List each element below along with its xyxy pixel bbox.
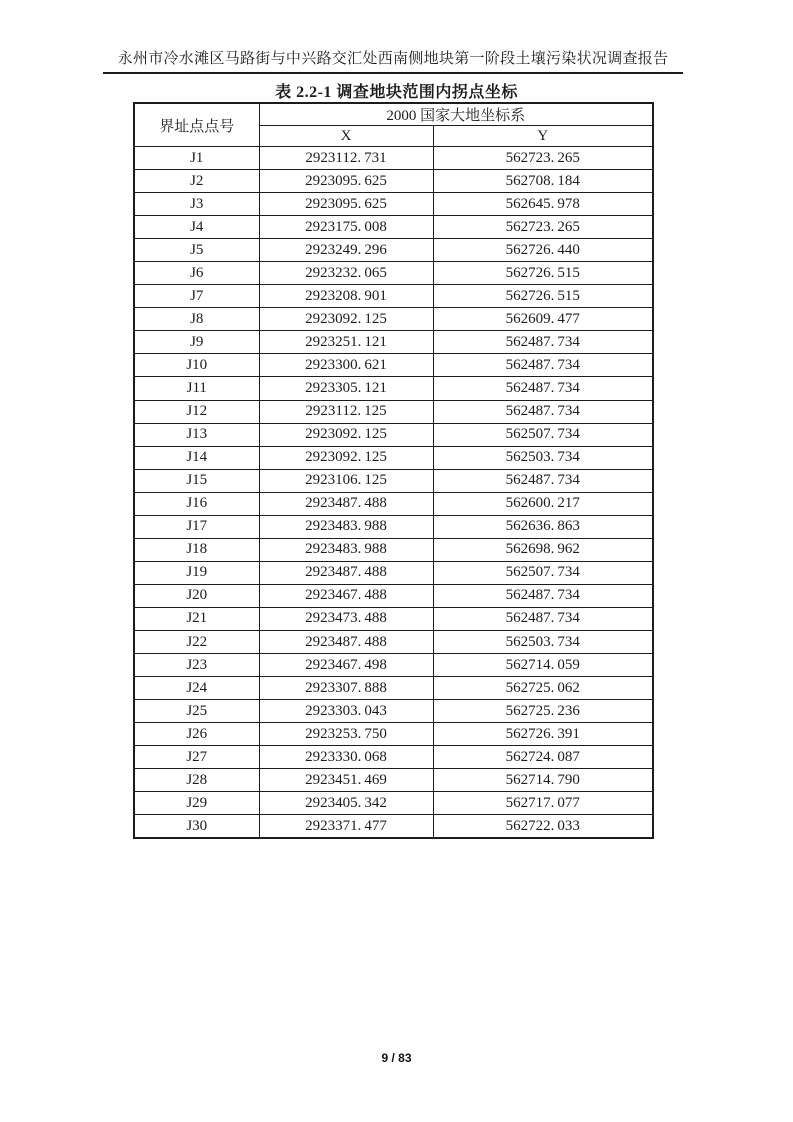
table-row bbox=[134, 700, 653, 723]
x-coordinate-cell: 2923487. 488 bbox=[259, 492, 433, 515]
coordinate-system-header: 2000 国家大地坐标系 bbox=[259, 103, 653, 126]
x-coordinate-cell: 2923467. 488 bbox=[259, 584, 433, 607]
y-coordinate-cell: 562487. 734 bbox=[433, 331, 653, 354]
x-coordinate-cell: 2923467. 498 bbox=[259, 654, 433, 677]
table-row bbox=[134, 377, 653, 400]
table-row bbox=[134, 769, 653, 792]
point-id-cell: J9 bbox=[134, 331, 259, 354]
point-id-cell: J28 bbox=[134, 769, 259, 792]
y-coordinate-cell: 562717. 077 bbox=[433, 792, 653, 815]
page-number: 9 / 83 bbox=[381, 1051, 412, 1065]
point-id-cell: J25 bbox=[134, 700, 259, 723]
table-row bbox=[134, 446, 653, 469]
y-coordinate-cell: 562723. 265 bbox=[433, 147, 653, 170]
point-id-cell: J24 bbox=[134, 677, 259, 700]
x-coordinate-cell: 2923307. 888 bbox=[259, 677, 433, 700]
point-id-cell: J10 bbox=[134, 354, 259, 377]
x-coordinate-cell: 2923300. 621 bbox=[259, 354, 433, 377]
point-id-cell: J19 bbox=[134, 561, 259, 584]
y-coordinate-cell: 562724. 087 bbox=[433, 746, 653, 769]
table-row bbox=[134, 193, 653, 216]
x-coordinate-cell: 2923208. 901 bbox=[259, 285, 433, 308]
x-coordinate-cell: 2923483. 988 bbox=[259, 538, 433, 561]
table-row bbox=[134, 170, 653, 193]
point-id-cell: J15 bbox=[134, 469, 259, 492]
table-row bbox=[134, 815, 653, 839]
x-coordinate-cell: 2923106. 125 bbox=[259, 469, 433, 492]
y-coordinate-cell: 562722. 033 bbox=[433, 815, 653, 839]
y-coordinate-cell: 562487. 734 bbox=[433, 584, 653, 607]
point-id-cell: J11 bbox=[134, 377, 259, 400]
y-coordinate-cell: 562726. 391 bbox=[433, 723, 653, 746]
x-coordinate-cell: 2923095. 625 bbox=[259, 193, 433, 216]
table-row bbox=[134, 515, 653, 538]
y-coordinate-cell: 562503. 734 bbox=[433, 630, 653, 653]
point-id-cell: J16 bbox=[134, 492, 259, 515]
x-coordinate-cell: 2923092. 125 bbox=[259, 446, 433, 469]
x-coordinate-cell: 2923175. 008 bbox=[259, 216, 433, 239]
point-id-cell: J1 bbox=[134, 147, 259, 170]
x-coordinate-cell: 2923487. 488 bbox=[259, 561, 433, 584]
coordinate-table bbox=[133, 102, 654, 839]
point-id-cell: J6 bbox=[134, 262, 259, 285]
x-coordinate-cell: 2923371. 477 bbox=[259, 815, 433, 839]
x-coordinate-cell: 2923330. 068 bbox=[259, 746, 433, 769]
point-id-cell: J26 bbox=[134, 723, 259, 746]
point-id-cell: J27 bbox=[134, 746, 259, 769]
coordinate-table-body bbox=[134, 147, 653, 839]
coordinate-table-header bbox=[134, 103, 653, 147]
point-id-cell: J13 bbox=[134, 423, 259, 446]
table-row bbox=[134, 216, 653, 239]
y-coordinate-cell: 562726. 440 bbox=[433, 239, 653, 262]
y-coordinate-cell: 562645. 978 bbox=[433, 193, 653, 216]
table-row bbox=[134, 285, 653, 308]
table-row bbox=[134, 423, 653, 446]
y-coordinate-cell: 562714. 059 bbox=[433, 654, 653, 677]
x-coordinate-cell: 2923249. 296 bbox=[259, 239, 433, 262]
point-id-cell: J7 bbox=[134, 285, 259, 308]
table-row bbox=[134, 792, 653, 815]
y-coordinate-cell: 562726. 515 bbox=[433, 285, 653, 308]
y-coordinate-cell: 562487. 734 bbox=[433, 377, 653, 400]
x-coordinate-cell: 2923095. 625 bbox=[259, 170, 433, 193]
x-coordinate-cell: 2923251. 121 bbox=[259, 331, 433, 354]
x-coordinate-cell: 2923092. 125 bbox=[259, 423, 433, 446]
point-id-cell: J8 bbox=[134, 308, 259, 331]
point-id-cell: J4 bbox=[134, 216, 259, 239]
y-coordinate-cell: 562714. 790 bbox=[433, 769, 653, 792]
point-id-cell: J20 bbox=[134, 584, 259, 607]
y-coordinate-cell: 562487. 734 bbox=[433, 607, 653, 630]
point-id-cell: J14 bbox=[134, 446, 259, 469]
table-row bbox=[134, 354, 653, 377]
table-row bbox=[134, 654, 653, 677]
y-coordinate-cell: 562708. 184 bbox=[433, 170, 653, 193]
x-coordinate-cell: 2923451. 469 bbox=[259, 769, 433, 792]
x-coordinate-cell: 2923473. 488 bbox=[259, 607, 433, 630]
y-coordinate-cell: 562725. 236 bbox=[433, 700, 653, 723]
table-row bbox=[134, 630, 653, 653]
table-row bbox=[134, 723, 653, 746]
x-coordinate-cell: 2923253. 750 bbox=[259, 723, 433, 746]
point-id-cell: J5 bbox=[134, 239, 259, 262]
x-coordinate-cell: 2923405. 342 bbox=[259, 792, 433, 815]
x-coordinate-cell: 2923112. 125 bbox=[259, 400, 433, 423]
point-id-cell: J3 bbox=[134, 193, 259, 216]
y-coordinate-cell: 562503. 734 bbox=[433, 446, 653, 469]
x-coordinate-cell: 2923232. 065 bbox=[259, 262, 433, 285]
table-row bbox=[134, 147, 653, 170]
point-id-cell: J23 bbox=[134, 654, 259, 677]
table-row bbox=[134, 677, 653, 700]
y-coordinate-cell: 562609. 477 bbox=[433, 308, 653, 331]
table-row bbox=[134, 746, 653, 769]
x-coordinate-cell: 2923112. 731 bbox=[259, 147, 433, 170]
point-id-cell: J30 bbox=[134, 815, 259, 839]
table-row bbox=[134, 561, 653, 584]
table-row bbox=[134, 331, 653, 354]
table-row bbox=[134, 262, 653, 285]
y-coordinate-cell: 562507. 734 bbox=[433, 423, 653, 446]
point-id-cell: J2 bbox=[134, 170, 259, 193]
y-coordinate-cell: 562725. 062 bbox=[433, 677, 653, 700]
x-coordinate-cell: 2923092. 125 bbox=[259, 308, 433, 331]
y-coordinate-cell: 562507. 734 bbox=[433, 561, 653, 584]
point-id-cell: J17 bbox=[134, 515, 259, 538]
y-coordinate-cell: 562487. 734 bbox=[433, 400, 653, 423]
x-coordinate-cell: 2923305. 121 bbox=[259, 377, 433, 400]
document-header-title: 永州市冷水滩区马路街与中兴路交汇处西南侧地块第一阶段土壤污染状况调查报告 bbox=[103, 50, 683, 74]
point-id-column-header: 界址点点号 bbox=[134, 103, 259, 147]
table-row bbox=[134, 308, 653, 331]
table-row bbox=[134, 538, 653, 561]
x-coordinate-cell: 2923483. 988 bbox=[259, 515, 433, 538]
y-coordinate-cell: 562698. 962 bbox=[433, 538, 653, 561]
table-row bbox=[134, 239, 653, 262]
point-id-cell: J12 bbox=[134, 400, 259, 423]
table-caption: 表 2.2-1 调查地块范围内拐点坐标 bbox=[275, 84, 518, 101]
x-coordinate-cell: 2923303. 043 bbox=[259, 700, 433, 723]
header-row-1 bbox=[134, 103, 653, 126]
table-row bbox=[134, 584, 653, 607]
y-coordinate-cell: 562487. 734 bbox=[433, 469, 653, 492]
y-coordinate-cell: 562723. 265 bbox=[433, 216, 653, 239]
table-row bbox=[134, 400, 653, 423]
table-row bbox=[134, 469, 653, 492]
point-id-cell: J21 bbox=[134, 607, 259, 630]
y-coordinate-cell: 562726. 515 bbox=[433, 262, 653, 285]
point-id-cell: J22 bbox=[134, 630, 259, 653]
y-coordinate-cell: 562636. 863 bbox=[433, 515, 653, 538]
point-id-cell: J29 bbox=[134, 792, 259, 815]
y-coordinate-cell: 562600. 217 bbox=[433, 492, 653, 515]
x-column-header: X bbox=[259, 126, 433, 147]
x-coordinate-cell: 2923487. 488 bbox=[259, 630, 433, 653]
table-row bbox=[134, 492, 653, 515]
table-row bbox=[134, 607, 653, 630]
point-id-cell: J18 bbox=[134, 538, 259, 561]
y-coordinate-cell: 562487. 734 bbox=[433, 354, 653, 377]
y-column-header: Y bbox=[433, 126, 653, 147]
